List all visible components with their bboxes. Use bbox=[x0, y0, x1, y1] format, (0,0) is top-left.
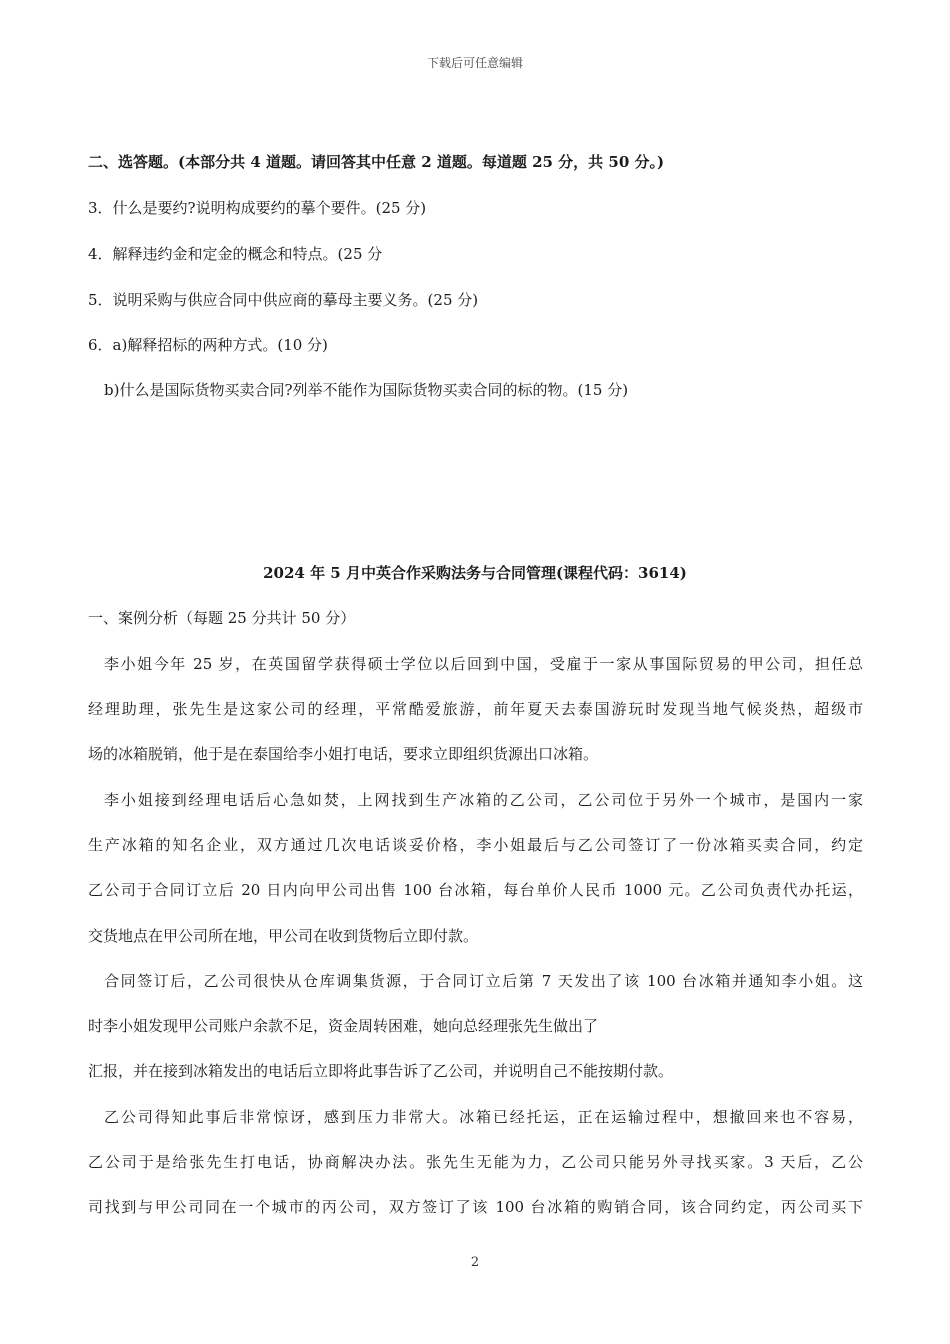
question-3: 3．什么是要约?说明构成要约的摹个要件。(25 分) bbox=[88, 199, 427, 217]
section2-heading: 二、选答题。(本部分共 4 道题。请回答其中任意 2 道题。每道题 25 分，共 50 分。) bbox=[88, 153, 665, 171]
case-paragraph-line: 乙公司于是给张先生打电话，协商解决办法。张先生无能为力，乙公司只能另外寻找买家。3 天后，乙公 bbox=[88, 1153, 863, 1171]
case-paragraph-line: 李小姐接到经理电话后心急如焚，上网找到生产冰箱的乙公司，乙公司位于另外一个城市，是国内一家 bbox=[104, 791, 863, 809]
case-paragraph-line: 乙公司得知此事后非常惊讶，感到压力非常大。冰箱已经托运，正在运输过程中，想撤回来也不容易， bbox=[104, 1108, 863, 1126]
case-paragraph-line: 交货地点在甲公司所在地，甲公司在收到货物后立即付款。 bbox=[88, 927, 479, 945]
question-5: 5．说明采购与供应合同中供应商的摹母主要义务。(25 分) bbox=[88, 291, 479, 309]
section1-heading: 一、案例分析（每题 25 分共计 50 分） bbox=[88, 609, 356, 627]
case-paragraph-line: 合同签订后，乙公司很快从仓库调集货源，于合同订立后第 7 天发出了该 100 台冰箱并通知李小姐。这 bbox=[104, 972, 863, 990]
question-4: 4．解释违约金和定金的概念和特点。(25 分 bbox=[88, 245, 383, 263]
case-paragraph-line: 李小姐今年 25 岁，在英国留学获得硕士学位以后回到中国，受雇于一家从事国际贸易的甲公司，担任总 bbox=[104, 655, 863, 673]
exam-title: 2024 年 5 月中英合作采购法务与合同管理(课程代码：3614) bbox=[263, 564, 687, 582]
case-paragraph-line: 场的冰箱脱销，他于是在泰国给李小姐打电话，要求立即组织货源出口冰箱。 bbox=[88, 745, 599, 763]
question-6a: 6．a)解释招标的两种方式。(10 分) bbox=[88, 336, 328, 354]
question-6b: b)什么是国际货物买卖合同?列举不能作为国际货物买卖合同的标的物。(15 分) bbox=[104, 381, 629, 399]
case-paragraph-line: 生产冰箱的知名企业，双方通过几次电话谈妥价格，李小姐最后与乙公司签订了一份冰箱买卖合同，约定 bbox=[88, 836, 863, 854]
page-number: 2 bbox=[470, 1255, 480, 1270]
page-header: 下载后可任意编辑 bbox=[426, 56, 523, 70]
case-paragraph-line: 司找到与甲公司同在一个城市的丙公司，双方签订了该 100 台冰箱的购销合同，该合同约定，丙公司买下 bbox=[88, 1198, 863, 1216]
case-paragraph-line: 汇报，并在接到冰箱发出的电话后立即将此事告诉了乙公司，并说明自己不能按期付款。 bbox=[88, 1062, 674, 1080]
case-paragraph-line: 时李小姐发现甲公司账户余款不足，资金周转困难，她向总经理张先生做出了 bbox=[88, 1017, 599, 1035]
case-paragraph-line: 乙公司于合同订立后 20 日内向甲公司出售 100 台冰箱，每台单价人民币 1000 元。乙公司负责代办托运， bbox=[88, 881, 863, 899]
case-paragraph-line: 经理助理，张先生是这家公司的经理，平常酷爱旅游，前年夏天去泰国游玩时发现当地气候炎热，超级市 bbox=[88, 700, 863, 718]
